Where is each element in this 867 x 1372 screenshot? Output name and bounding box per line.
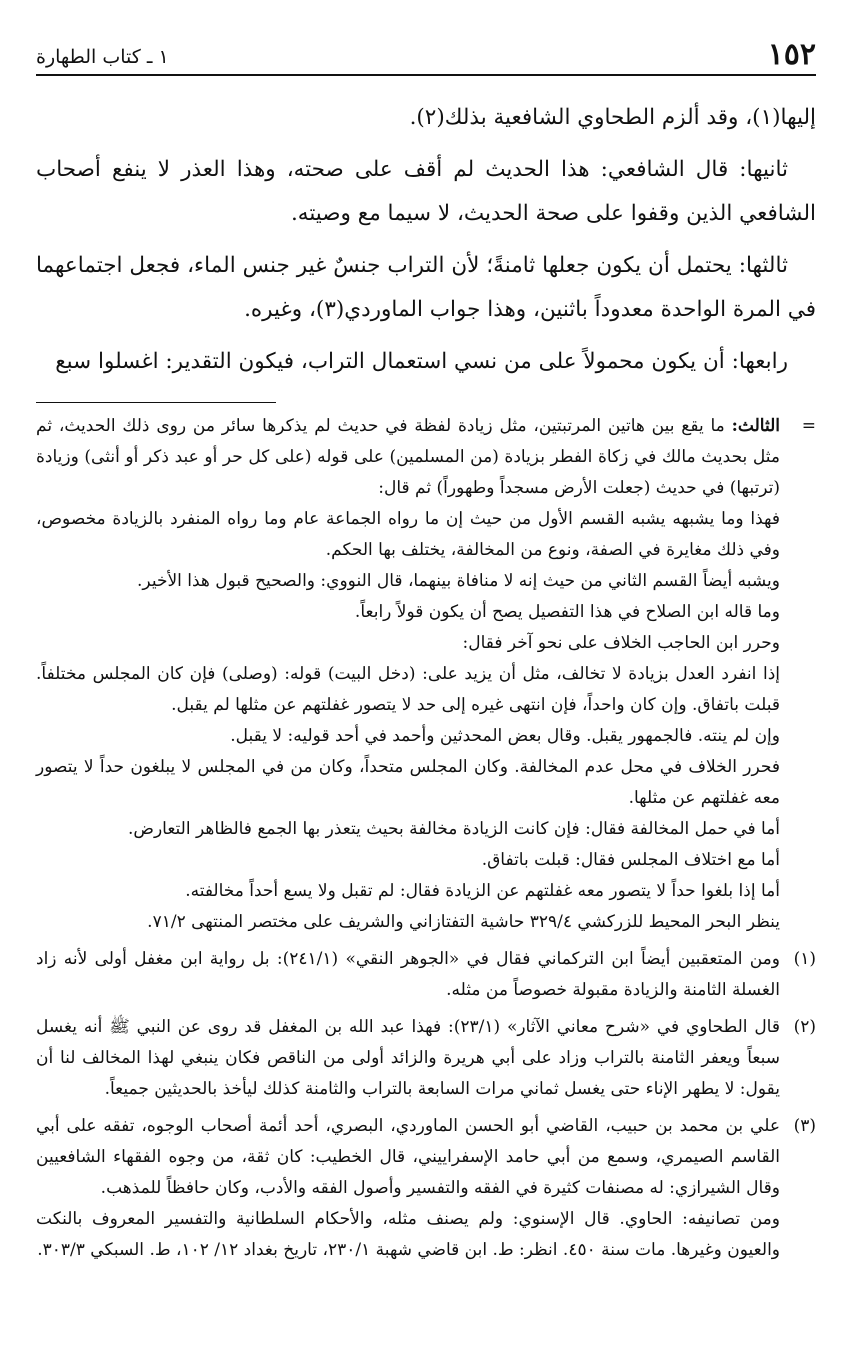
footnote-continuation	[36, 411, 816, 938]
book-page	[36, 30, 816, 1350]
main-paragraph: رابعها: أن يكون محمولاً على من نسي استعمال التراب، فيكون التقدير: اغسلوا سبع	[55, 349, 788, 374]
footnote-paragraph: فهذا وما يشبهه يشبه القسم الأول من حيث إن ما رواه الجماعة عام وما رواه المنفرد بالزيادة مخصوص، وفي ذلك مغايرة في الصفة، ونوع من المخالفة، يختلف بها الحكم.	[36, 509, 780, 560]
page-number: ١٥٢	[767, 37, 816, 72]
footnote-separator	[36, 402, 276, 403]
footnote-paragraph: أما إذا بلغوا حداً لا يتصور معه غفلتهم عن الزيادة فقال: لم تقبل ولا يسع أحداً مخالفته.	[185, 881, 780, 901]
footnote-lead: الثالث:	[731, 416, 781, 436]
footnote-mark: (٣)	[793, 1116, 816, 1136]
footnote-mark: (١)	[793, 949, 816, 969]
footnote-paragraph: إذا انفرد العدل بزيادة لا تخالف، مثل أن يزيد على: (دخل البيت) قوله: (وصلى) فإن كان المجلس مختلفاً. قبلت باتفاق. وإن كان واحداً، فإن انتهى غيره إلى حد لا يتصور غفلتهم عن مثلها لم يقبل.	[36, 664, 780, 715]
continuation-mark: =	[801, 416, 816, 436]
main-paragraph: إليها(١)، وقد ألزم الطحاوي الشافعية بذلك(٢).	[409, 105, 816, 130]
running-header	[36, 30, 816, 76]
footnote-paragraph: وما قاله ابن الصلاح في هذا التفصيل يصح أن يكون قولاً رابعاً.	[354, 602, 780, 622]
footnote-paragraph: قال الطحاوي في «شرح معاني الآثار» (٢٣/١): فهذا عبد الله بن المغفل قد روى عن النبي ﷺ أنه يغسل سبعاً ويعفر الثامنة بالتراب وزاد على أبي هريرة والزائد أولى من الناقص فكان ينبغي لهذا المخالف لنا أن يقول: لا يطهر الإناء حتى يغسل ثماني مرات السابعة بالتراب والثامنة كذلك ليأخذ بالحديثين جميعاً.	[36, 1017, 780, 1099]
footnote-paragraph: علي بن محمد بن حبيب، القاضي أبو الحسن الماوردي، البصري، أحد أئمة أصحاب الوجوه، تفقه على أبي القاسم الصيمري، وسمع من أبي حامد الإسفراييني، قال الخطيب: كان ثقة، من وجوه الفقهاء الشافعيين وقال الشيرازي: له مصنفات كثيرة في الفقه والتفسير وأصول الفقه والأدب، وكان حافظاً للمذهب.	[36, 1116, 780, 1198]
footnote-paragraph: ومن تصانيفه: الحاوي. قال الإسنوي: ولم يصنف مثله، والأحكام السلطانية والتفسير المعروف بالنكت والعيون وغيرها. مات سنة ٤٥٠. انظر: ط. ابن قاضي شهبة ٢٣٠/١، تاريخ بغداد ١٢/ ١٠٢، ط. السبكي ٣٠٣/٣.	[36, 1209, 780, 1260]
footnote-paragraph: ويشبه أيضاً القسم الثاني من حيث إنه لا منافاة بينهما، قال النووي: والصحيح قبول هذا الأخير.	[137, 571, 780, 591]
footnote-3	[36, 1111, 816, 1266]
footnote-paragraph: وحرر ابن الحاجب الخلاف على نحو آخر فقال:	[462, 633, 780, 653]
main-paragraph: ثانيها: قال الشافعي: هذا الحديث لم أقف على صحته، وهذا العذر لا ينفع أصحاب الشافعي الذين وقفوا على صحة الحديث، لا سيما مع وصيته.	[36, 157, 816, 226]
main-paragraph: ثالثها: يحتمل أن يكون جعلها ثامنةً؛ لأن التراب جنسٌ غير جنس الماء، فجعل اجتماعهما في المرة الواحدة معدوداً باثنين، وهذا جواب الماوردي(٣)، وغيره.	[36, 253, 816, 322]
footnote-paragraph: الثالث: ما يقع بين هاتين المرتبتين، مثل زيادة لفظة في حديث لم يذكرها سائر من روى ذلك الحديث، ثم مثل بحديث مالك في زكاة الفطر بزيادة (من المسلمين) على قوله (على كل حر أو عبد ذكر أو أنثى) وزيادة (ترتبها) في حديث (جعلت الأرض مسجداً وطهوراً) ثم قال:	[36, 416, 781, 498]
footnote-paragraph: ومن المتعقبين أيضاً ابن التركماني فقال في «الجوهر النقي» (٢٤١/١): بل رواية ابن مغفل أولى لأنه زاد الغسلة الثامنة والزيادة مقبولة خصوصاً من مثله.	[36, 949, 780, 1000]
footnote-paragraph: فحرر الخلاف في محل عدم المخالفة. وكان المجلس متحداً، وكان من في المجلس لا يبلغون حداً لا يتصور معه غفلتهم عن مثلها.	[36, 757, 780, 808]
footnote-1	[36, 944, 816, 1006]
footnote-2	[36, 1012, 816, 1105]
main-text	[36, 96, 816, 384]
footnote-mark: (٢)	[793, 1017, 816, 1037]
footnotes	[36, 411, 816, 1266]
footnote-paragraph: ينظر البحر المحيط للزركشي ٣٢٩/٤ حاشية التفتازاني والشريف على مختصر المنتهى ٧١/٢.	[147, 912, 780, 932]
footnote-paragraph: وإن لم ينته. فالجمهور يقبل. وقال بعض المحدثين وأحمد في أحد قوليه: لا يقبل.	[230, 726, 780, 746]
chapter-title: ١ ـ كتاب الطهارة	[36, 46, 169, 68]
footnote-paragraph: أما في حمل المخالفة فقال: فإن كانت الزيادة مخالفة بحيث يتعذر بها الجمع فالظاهر التعارض.	[127, 819, 780, 839]
footnote-paragraph: أما مع اختلاف المجلس فقال: قبلت باتفاق.	[481, 850, 780, 870]
